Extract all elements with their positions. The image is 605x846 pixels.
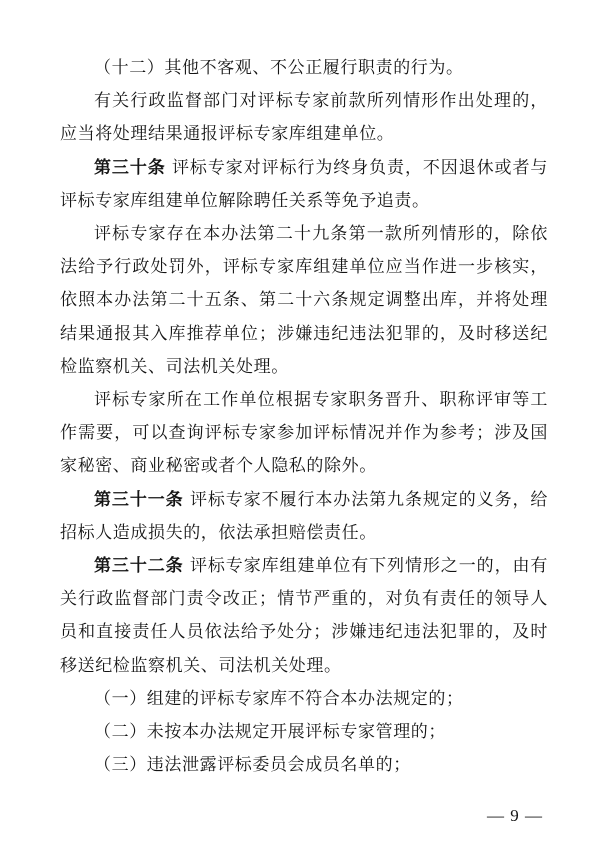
paragraph-text: （十二）其他不客观、不公正履行职责的行为。 [94,58,464,78]
article-number: 第三十二条 [94,556,184,577]
document-body [60,52,548,782]
article-31 [60,484,548,550]
paragraph-text: （三）违法泄露评标委员会成员名单的； [94,755,411,776]
paragraph-text: （二）未按本办法规定开展评标专家管理的； [94,722,446,743]
article-number: 第三十一条 [94,489,184,510]
article-32 [60,550,548,683]
article-30 [60,152,548,218]
list-item-2 [60,716,548,749]
page-number: — 9 — [487,806,543,825]
paragraph-penalty [60,218,548,384]
paragraph-report-result [60,85,548,151]
paragraph-employer-query [60,384,548,484]
paragraph-text: 评标专家不履行本办法第九条规定的义务，给招标人造成损失的，依法承担赔偿责任。 [60,489,549,543]
paragraph-text: 评标专家对评标行为终身负责，不因退休或者与评标专家库组建单位解除聘任关系等免予追责。 [60,157,548,211]
article-number: 第三十条 [94,157,166,178]
list-item-1 [60,683,548,716]
paragraph-text: （一）组建的评标专家库不符合本办法规定的； [94,688,464,709]
paragraph-text: 评标专家库组建单位有下列情形之一的，由有关行政监督部门责令改正；情节严重的，对负有责任的领导人员和直接责任人员依法给予处分；涉嫌违纪违法犯罪的，及时移送纪检监察机关、司法机关处理。 [60,556,549,676]
list-item-3 [60,749,548,782]
paragraph-text: 评标专家所在工作单位根据专家职务晋升、职称评审等工作需要，可以查询评标专家参加评标情况并作为参考；涉及国家秘密、商业秘密或者个人隐私的除外。 [60,390,548,477]
paragraph-item-12 [60,52,548,85]
paragraph-text: 有关行政监督部门对评标专家前款所列情形作出处理的，应当将处理结果通报评标专家库组建单位。 [60,91,548,145]
paragraph-text: 评标专家存在本办法第二十九条第一款所列情形的，除依法给予行政处罚外，评标专家库组建单位应当作进一步核实，依照本办法第二十五条、第二十六条规定调整出库，并将处理结果通报其入库推荐单位；涉嫌违纪违法犯罪的，及时移送纪检监察机关、司法机关处理。 [60,224,548,377]
